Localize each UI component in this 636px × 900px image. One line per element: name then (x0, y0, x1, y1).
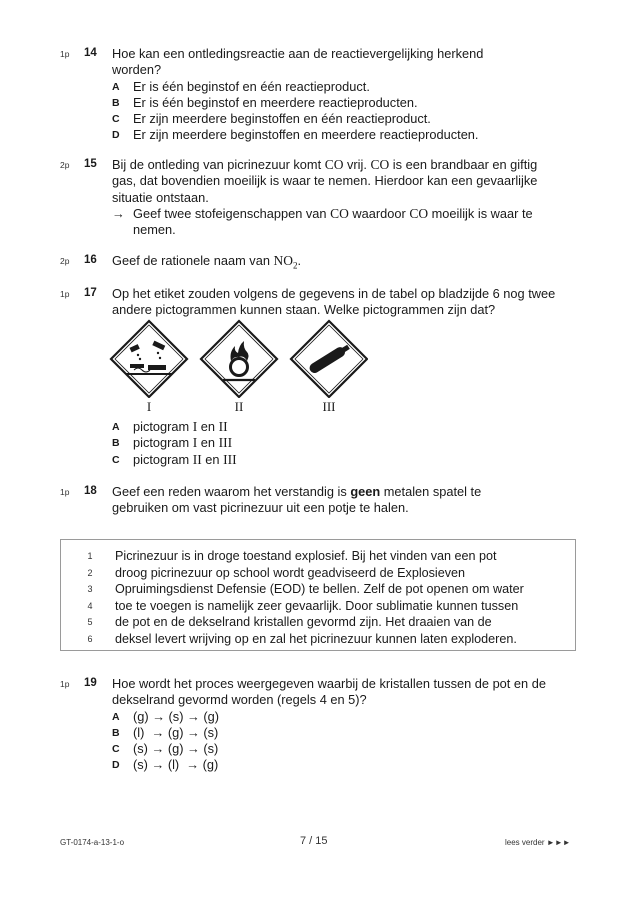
pictogram-row (108, 318, 368, 418)
passage-box (60, 539, 576, 651)
option-letter: C (112, 453, 120, 466)
line-number: 5 (87, 617, 93, 627)
option-letter: B (112, 437, 120, 450)
pictograms-svg (108, 318, 368, 398)
points-label: 1p (60, 289, 70, 299)
pictogram-label-iii: III (322, 399, 336, 414)
task-text (133, 206, 563, 239)
option-text (133, 435, 232, 451)
line-number: 4 (87, 600, 93, 611)
line-text: toe te voegen is namelijk zeer gevaarlijk. Door sublimatie kunnen tussen (115, 598, 519, 613)
points-label: 2p (60, 160, 70, 170)
option-letter: D (112, 759, 120, 772)
option-letter: C (112, 113, 120, 126)
text-segment: pictogram (133, 451, 193, 467)
points-label: 1p (60, 487, 70, 497)
option-letter: A (112, 421, 120, 433)
line-text: de pot en de dekselrand kristallen gevormd zijn. Het draaien van de (115, 615, 492, 629)
arrow-icon: → (112, 205, 125, 221)
roman-numeral: III (218, 435, 233, 451)
question-text: Op het etiket zouden volgens de gegevens in de tabel op bladzijde 6 nog twee andere pictogrammen kunnen staan. Welke pictogrammen zijn dat? (112, 286, 556, 318)
option-text: Er zijn meerdere beginstoffen en één reactieproduct. (133, 111, 431, 127)
options-list (112, 419, 572, 468)
question-body (112, 286, 572, 319)
question-body (112, 46, 572, 144)
option-text: Er is één beginstof en meerdere reactieproducten. (133, 94, 418, 110)
footer-page-number: 7 / 15 (300, 835, 328, 847)
footer-exam-code: GT-0174-a-13-1-o (60, 838, 125, 847)
question-body (112, 676, 572, 774)
line-number: 2 (87, 567, 93, 578)
line-text: deksel levert wrijving op en zal het picrinezuur kunnen laten exploderen. (115, 631, 517, 646)
option-letter: B (112, 726, 120, 739)
option-text: (g) → (s) → (g) (133, 708, 220, 724)
text-segment: moeilijk is waar te nemen. (133, 205, 533, 238)
option-c (112, 741, 572, 757)
question-text: Hoe wordt het proces weergegeven waarbij de kristallen tussen de pot en de dekselrand gevormd worden (regels 4 en 5)? (112, 676, 546, 708)
option-d (112, 127, 572, 143)
roman-numeral: I (192, 435, 198, 451)
text-segment: en (197, 435, 219, 451)
text-segment: vrij. (343, 157, 371, 172)
text-segment: Bij de ontleding van picrinezuur komt (112, 157, 325, 172)
text-segment: metalen spatel te gebruiken om vast picrinezuur uit een potje te halen. (112, 484, 482, 516)
formula-co: CO (370, 157, 390, 172)
option-text: (s) → (l) → (g) (133, 757, 219, 773)
text-segment: pictogram (133, 435, 193, 451)
option-c (112, 452, 572, 468)
question-text: Hoe kan een ontledingsreactie aan de reactievergelijking herkend worden? (112, 46, 484, 78)
question-number: 16 (84, 254, 97, 266)
corrosive-pictogram-icon (111, 321, 187, 397)
question-body (112, 484, 572, 517)
roman-numeral: III (223, 451, 237, 467)
roman-numeral: II (192, 451, 202, 467)
text-segment: en (201, 451, 224, 467)
option-text: Er zijn meerdere beginstoffen en meerdere reactieproducten. (133, 127, 479, 143)
option-letter: A (112, 710, 120, 723)
line-text: Picrinezuur is in droge toestand explosief. Bij het vinden van een pot (115, 549, 497, 563)
line-text: droog picrinezuur op school wordt geadviseerd de Explosieven (115, 565, 466, 580)
line-number: 1 (87, 551, 93, 561)
option-a (112, 79, 572, 95)
task-line (112, 206, 572, 239)
text-segment: Geef een reden waarom het verstandig is (112, 484, 351, 499)
emphasis-geen: geen (350, 484, 381, 499)
points-label: 2p (60, 256, 70, 266)
text-segment: Geef twee stofeigenschappen van (133, 205, 331, 221)
text-segment: . (297, 253, 302, 268)
option-text (133, 452, 237, 468)
option-letter: D (112, 129, 120, 142)
option-letter: C (112, 743, 120, 756)
text-segment: is een brandbaar en giftig gas, dat bovendien moeilijk is waar te nemen. Hierdoor kan een gevaarlijke situatie ontstaan. (112, 157, 538, 205)
footer-next-page: lees verder ►►► (505, 838, 571, 847)
formula-co: CO (409, 205, 429, 221)
text-segment: waardoor (348, 205, 410, 221)
gas-cylinder-pictogram-icon (291, 321, 367, 397)
question-body (112, 253, 572, 274)
question-number: 14 (84, 47, 97, 59)
text-segment: pictogram (133, 419, 193, 434)
option-letter: A (112, 80, 120, 93)
option-a (112, 709, 572, 725)
roman-numeral: I (192, 419, 198, 434)
option-b (112, 435, 572, 451)
roman-numeral: II (218, 419, 228, 434)
line-number: 6 (87, 633, 93, 644)
question-text (112, 484, 522, 517)
option-b (112, 95, 572, 111)
points-label: 1p (60, 49, 70, 59)
formula-co: CO (330, 205, 349, 221)
option-text: (l) → (g) → (s) (133, 724, 219, 740)
pictogram-label-i: I (146, 399, 152, 414)
formula-subscript: 2 (293, 260, 298, 271)
question-number: 17 (84, 287, 97, 299)
option-c (112, 111, 572, 127)
question-text: Geef de rationele naam van (112, 253, 274, 268)
option-text: (s) → (g) → (s) (133, 741, 219, 757)
option-text: Er is één beginstof en één reactieproduct. (133, 78, 370, 94)
option-text (133, 419, 228, 435)
formula-co: CO (324, 157, 344, 172)
formula-no2: NO (273, 253, 293, 268)
pictogram-label-ii: II (234, 399, 244, 414)
text-segment: en (197, 419, 219, 434)
question-number: 19 (84, 677, 97, 689)
oxidizing-pictogram-icon (201, 321, 277, 397)
line-number: 3 (87, 584, 93, 594)
option-letter: B (112, 96, 120, 109)
question-text (112, 157, 542, 206)
line-text: Opruimingsdienst Defensie (EOD) te bellen. Zelf de pot openen om water (115, 582, 524, 596)
option-b (112, 725, 572, 741)
points-label: 1p (60, 679, 70, 689)
question-body (112, 157, 572, 238)
question-number: 15 (84, 158, 97, 170)
option-a (112, 419, 572, 435)
question-number: 18 (84, 485, 97, 497)
option-d (112, 757, 572, 773)
